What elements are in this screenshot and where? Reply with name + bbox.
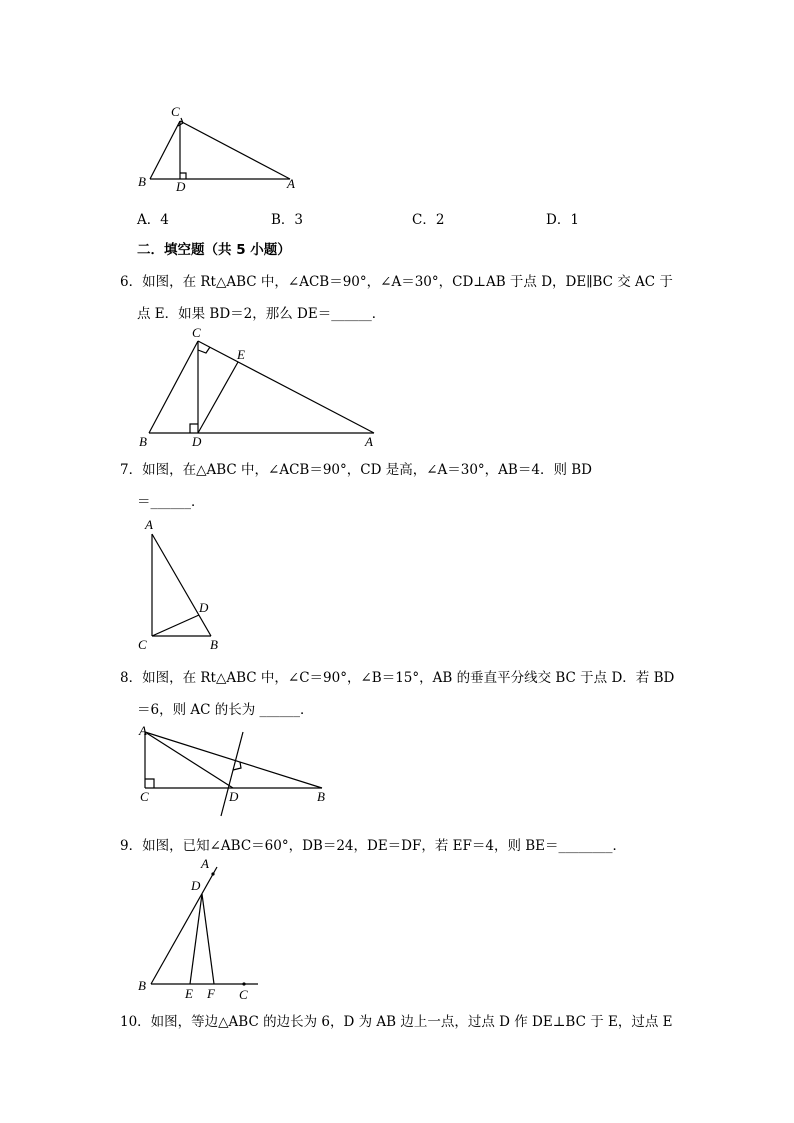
q8-label-b: B (317, 789, 325, 804)
q5-label-d: D (176, 179, 186, 194)
q8-figure (135, 718, 335, 813)
q6-label-d: D (192, 434, 202, 449)
q7-figure (135, 515, 235, 655)
q7-label-d: D (199, 600, 209, 615)
q9-label-f: F (207, 986, 215, 1001)
q5-option-a[interactable]: A．4 (137, 212, 169, 228)
q6-label-a: A (365, 434, 373, 449)
q6-line-2: 点 E．如果 BD＝2，那么 DE＝______． (137, 306, 386, 322)
q6-label-b: B (139, 434, 147, 449)
q7-label-c: C (138, 637, 147, 652)
q9-label-b: B (138, 978, 146, 993)
q10-line-1: 10．如图，等边△ABC 的边长为 6，D 为 AB 边上一点，过点 D 作 DE⊥BC 于 E，过点 E (120, 1014, 673, 1030)
q7-label-b: B (210, 637, 218, 652)
q8-line-2: ＝6，则 AC 的长为 ______． (137, 702, 314, 718)
q8-label-d: D (229, 789, 239, 804)
q9-figure (135, 853, 265, 1003)
q9-label-c: C (239, 987, 248, 1002)
q5-label-c: C (171, 104, 180, 119)
q7-line-1: 7．如图，在△ABC 中，∠ACB＝90°，CD 是高，∠A＝30°，AB＝4．则 BD (120, 462, 592, 478)
q6-figure (135, 325, 385, 450)
q5-label-a: A (287, 176, 295, 191)
q9-label-a: A (201, 856, 209, 871)
section-title: 二．填空题（共 5 小题） (137, 242, 291, 258)
q5-option-d[interactable]: D．1 (546, 212, 579, 228)
q9-label-e: E (185, 986, 193, 1001)
q9-label-d: D (191, 878, 201, 893)
q7-label-a: A (145, 517, 153, 532)
q7-line-2: ＝______． (137, 494, 205, 510)
q6-label-e: E (237, 347, 245, 362)
q8-line-1: 8．如图，在 Rt△ABC 中，∠C＝90°，∠B＝15°，AB 的垂直平分线交 BC 于点 D．若 BD (120, 670, 675, 686)
q5-option-b[interactable]: B．3 (271, 212, 304, 228)
q8-label-c: C (140, 789, 149, 804)
q9-line-1: 9．如图，已知∠ABC＝60°，DB＝24，DE＝DF，若 EF＝4，则 BE＝________． (120, 838, 627, 854)
q5-option-c[interactable]: C．2 (412, 212, 445, 228)
q5-label-b: B (138, 174, 146, 189)
q8-label-a: A (139, 723, 147, 738)
q6-line-1: 6．如图，在 Rt△ABC 中，∠ACB＝90°，∠A＝30°，CD⊥AB 于点 D，DE∥BC 交 AC 于 (120, 274, 673, 290)
q5-figure (130, 100, 310, 195)
q6-label-c: C (192, 325, 201, 340)
